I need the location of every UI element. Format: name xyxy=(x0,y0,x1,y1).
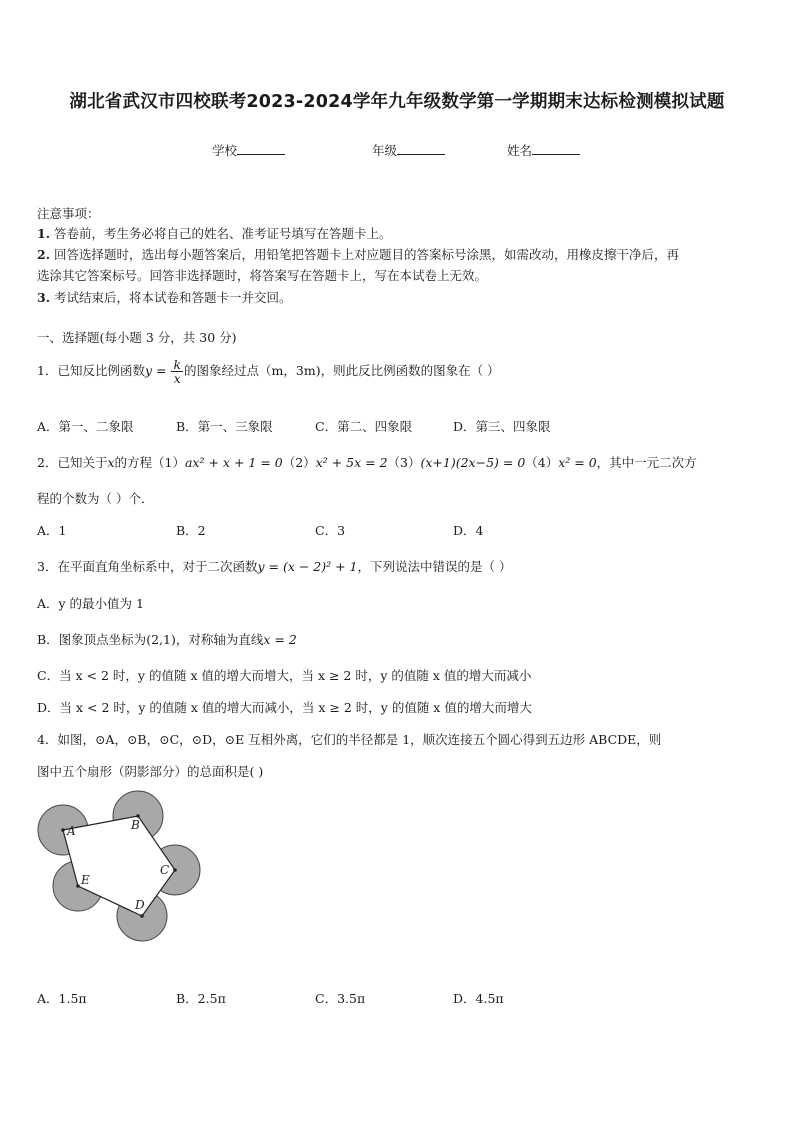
name-label: 姓名 xyxy=(507,143,533,158)
school-blank[interactable] xyxy=(237,143,285,155)
notice-item-2-cont: 选涂其它答案标号。回答非选择题时，将答案写在答题卡上，写在本试卷上无效。 xyxy=(37,268,488,283)
school-field[interactable] xyxy=(212,141,285,159)
q2-option-b[interactable]: B．2 xyxy=(176,523,206,538)
question-4-cont: 图中五个扇形（阴影部分）的总面积是( ) xyxy=(37,764,264,779)
name-blank[interactable] xyxy=(532,143,580,155)
notice-item-3: 3. 考试结束后，将本试卷和答题卡一并交回。 xyxy=(37,290,292,305)
question-2: 2．已知关于x的方程（1）ax² + x + 1 = 0（2）x² + 5x = 2（3）(x+1)(2x−5) = 0（4）x² = 0，其中一元二次方 xyxy=(37,455,697,470)
q4-option-a[interactable]: A．1.5π xyxy=(37,991,87,1006)
notice-heading: 注意事项： xyxy=(37,206,100,221)
q4-option-d[interactable]: D．4.5π xyxy=(453,991,504,1006)
q1-option-b[interactable]: B．第一、三象限 xyxy=(176,419,273,434)
q2-option-c[interactable]: C．3 xyxy=(315,523,346,538)
q3-option-a[interactable]: A．y 的最小值为 1 xyxy=(37,596,144,611)
notice-item-2: 2. 回答选择题时，选出每小题答案后，用铅笔把答题卡上对应题目的答案标号涂黑，如需改动，用橡皮擦干净后，再 xyxy=(37,247,680,262)
notice-item-1: 1. 答卷前，考生务必将自己的姓名、准考证号填写在答题卡上。 xyxy=(37,226,392,241)
q1-option-c[interactable]: C．第二、四象限 xyxy=(315,419,413,434)
q4-option-b[interactable]: B．2.5π xyxy=(176,991,226,1006)
school-label: 学校 xyxy=(212,143,238,158)
question-4: 4．如图，⊙A，⊙B，⊙C，⊙D，⊙E 互相外离，它们的半径都是 1，顺次连接五个圆心得到五边形 ABCDE，则 xyxy=(37,732,662,747)
q2-option-d[interactable]: D．4 xyxy=(453,523,484,538)
five-circles-figure xyxy=(30,785,210,945)
fraction-k-over-x: $\frac{k}{x}$ xyxy=(173,357,182,387)
q2-option-a[interactable]: A．1 xyxy=(37,523,67,538)
label-c: C xyxy=(160,863,170,877)
label-e: E xyxy=(81,873,90,887)
grade-blank[interactable] xyxy=(397,143,445,155)
question-2-cont: 程的个数为（ ）个． xyxy=(37,491,154,506)
q3-option-d[interactable]: D．当 x < 2 时，y 的值随 x 值的增大而减小，当 x ≥ 2 时，y 的值随 x 值的增大而增大 xyxy=(37,700,532,715)
q1-option-a[interactable]: A．第一、二象限 xyxy=(37,419,134,434)
q4-option-c[interactable]: C．3.5π xyxy=(315,991,366,1006)
grade-label: 年级 xyxy=(372,143,398,158)
question-3: 3．在平面直角坐标系中，对于二次函数y = (x − 2)² + 1，下列说法中错误的是（ ） xyxy=(37,559,512,574)
question-1: 1．已知反比例函数y = $\frac{k}{x}$ 的图象经过点（m，3m)，则此反比例函数的图象在（ ） xyxy=(37,357,500,387)
q3-option-c[interactable]: C．当 x < 2 时，y 的值随 x 值的增大而增大，当 x ≥ 2 时，y 的值随 x 值的增大而减小 xyxy=(37,668,532,683)
name-field[interactable] xyxy=(507,141,580,159)
q1-option-d[interactable]: D．第三、四象限 xyxy=(453,419,551,434)
label-d: D xyxy=(135,898,145,912)
grade-field[interactable] xyxy=(372,141,445,159)
label-a: A xyxy=(67,824,76,838)
page-title: 湖北省武汉市四校联考2023-2024学年九年级数学第一学期期末达标检测模拟试题 xyxy=(69,92,725,112)
label-b: B xyxy=(131,818,140,832)
q3-option-b[interactable]: B．图象顶点坐标为(2,1)，对称轴为直线x = 2 xyxy=(37,632,297,647)
section-heading: 一、选择题(每小题 3 分，共 30 分) xyxy=(37,330,237,345)
